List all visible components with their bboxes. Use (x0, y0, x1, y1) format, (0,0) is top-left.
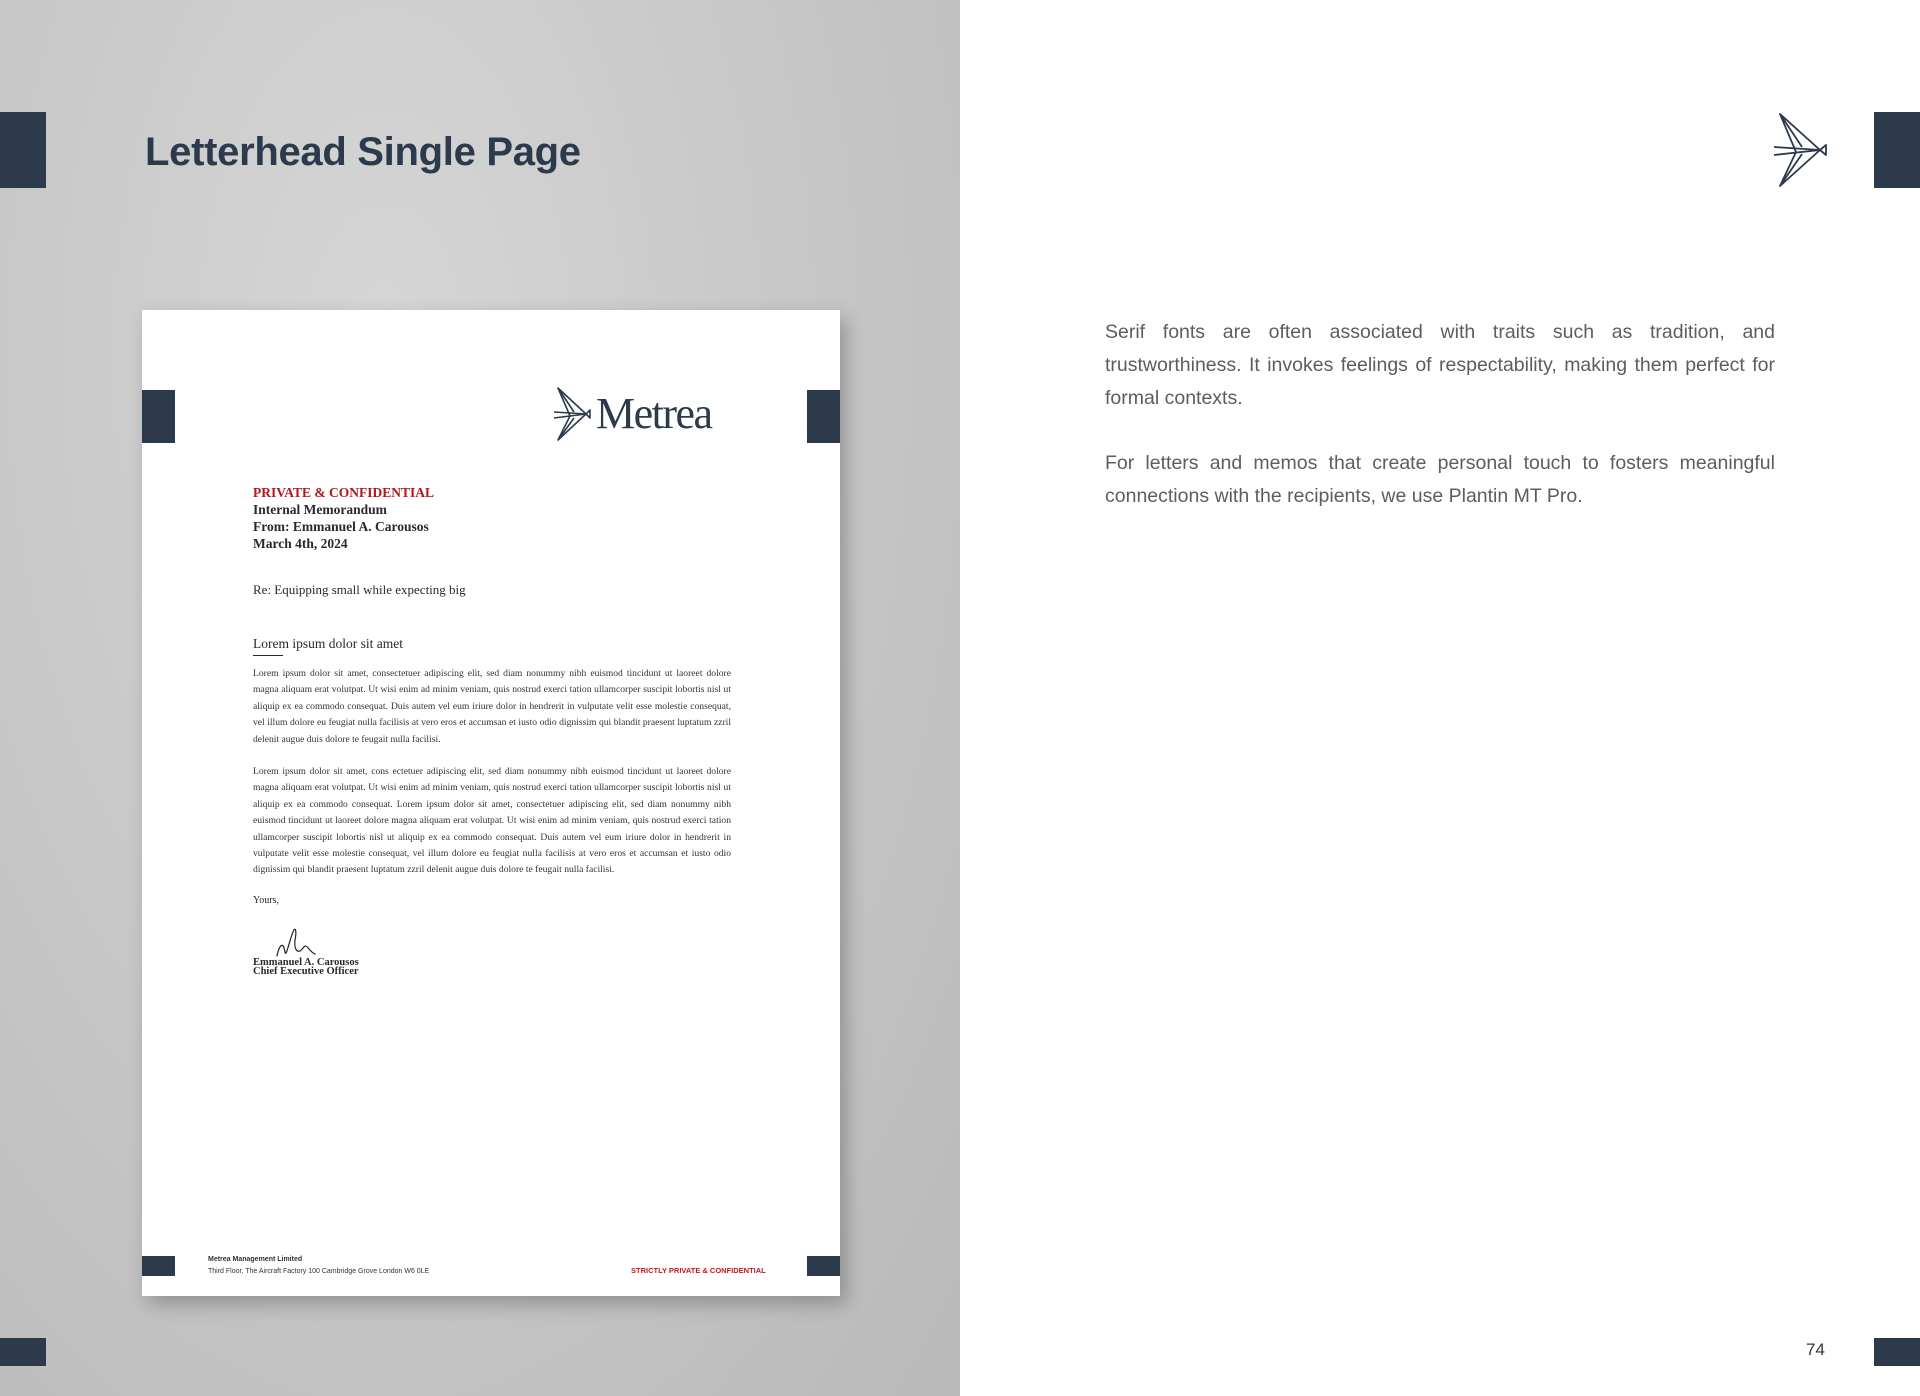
edge-tab-right-top (1874, 112, 1920, 188)
memo-type: Internal Memorandum (253, 502, 387, 517)
signer-title: Chief Executive Officer (253, 965, 359, 977)
page-number: 74 (1806, 1340, 1825, 1359)
description-paragraph: Serif fonts are often associated with traits such as tradition, and trustworthiness. It invokes feelings of respectability, making them perfect for formal contexts. (1105, 321, 1775, 409)
section-subtitle: Lorem ipsum dolor sit amet (253, 636, 403, 651)
closing: Yours, (253, 894, 279, 906)
subject-line: Re: Equipping small while expecting big (253, 582, 466, 597)
edge-tab-left-top (0, 112, 46, 188)
letter-body (253, 484, 731, 980)
sheet-tab-left-top (142, 390, 175, 443)
swallow-bird-icon (552, 386, 592, 442)
edge-tab-left-bottom (0, 1338, 46, 1366)
metrea-logo (552, 386, 712, 442)
letterhead-sheet (142, 310, 840, 1296)
right-page (960, 0, 1920, 1396)
footer-confidential: STRICTLY PRIVATE & CONFIDENTIAL (631, 1266, 766, 1275)
description-paragraph: For letters and memos that create personal touch to fosters meaningful connections with the recipients, we use Plantin MT Pro. (1105, 452, 1775, 507)
body-paragraph: Lorem ipsum dolor sit amet, cons ectetuer adipiscing elit, sed diam nonummy nibh euismod tincidunt ut laoreet dolore magna aliquam erat volutpat. Ut wisi enim ad minim veniam, quis nostrud exerci tation ullamcorper suscipit lobortis nisl ut aliquip ex ea commodo consequat. Lorem ipsum dolor sit amet, consectetuer adipiscing elit, sed diam nonummy nibh euismod tincidunt ut laoreet dolore magna aliquam erat volutpat. Ut wisi enim ad minim veniam, quis nostrud exerci tation ullamcorper suscipit lobortis nisl ut aliquip ex ea commodo consequat. Duis autem vel eum iriure dolor in hendrerit in vulputate velit esse molestie consequat, vel illum dolore eu feugiat nulla facilisis at vero eros et accumsan et iusto odio dignissim qui blandit praesent luptatum zzril delenit augue duis dolore te feugait nulla facilisi. (253, 766, 731, 876)
from-line: From: Emmanuel A. Carousos (253, 519, 429, 534)
brand-wordmark: Metrea (596, 389, 712, 438)
page-title: Letterhead Single Page (145, 130, 581, 174)
subtitle-underline (253, 655, 283, 656)
description-text (1105, 316, 1775, 513)
footer-address-block (208, 1254, 429, 1278)
body-paragraph: Lorem ipsum dolor sit amet, consectetuer adipiscing elit, sed diam nonummy nibh euismod tincidunt ut laoreet dolore magna aliquam erat volutpat. Ut wisi enim ad minim veniam, quis nostrud exerci tation ullamcorper suscipit lobortis nisl ut aliquip ex ea commodo consequat. Duis autem vel eum iriure dolor in hendrerit in vulputate velit esse molestie consequat, vel illum dolore eu feugiat nulla facilisis at vero eros et accumsan et iusto odio dignissim qui blandit praesent luptatum zzril delenit augue duis dolore te feugait nulla facilisi. (253, 668, 731, 745)
footer-address: Third Floor, The Aircraft Factory 100 Cambridge Grove London W6 0LE (208, 1268, 430, 1275)
letter-date: March 4th, 2024 (253, 536, 348, 551)
sheet-tab-left-bottom (142, 1256, 175, 1276)
swallow-bird-icon (1772, 112, 1828, 188)
sheet-tab-right-bottom (807, 1256, 840, 1276)
sheet-tab-right-top (807, 390, 840, 443)
signer-name: Emmanuel A. Carousos (253, 956, 359, 968)
confidential-label: PRIVATE & CONFIDENTIAL (253, 485, 435, 500)
footer-company: Metrea Management Limited (208, 1256, 303, 1263)
edge-tab-right-bottom (1874, 1338, 1920, 1366)
